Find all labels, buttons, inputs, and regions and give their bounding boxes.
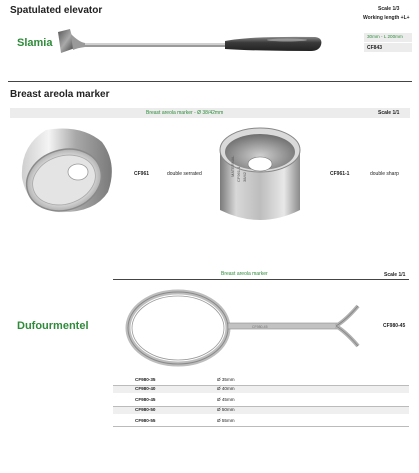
- section3-scale: Scale 1/1: [384, 272, 406, 278]
- section3-brand: Dufourmentel: [17, 320, 89, 332]
- row-code: CF980-35: [135, 377, 156, 382]
- table-rule: [113, 406, 409, 407]
- section1-code: CF843: [367, 44, 383, 51]
- item2-desc: double sharp: [370, 171, 399, 177]
- svg-text:CF980-45: CF980-45: [252, 325, 268, 329]
- row-dimension: Ø 55mm: [217, 418, 235, 423]
- table-row: [113, 396, 409, 404]
- row-code: CF980-55: [135, 418, 156, 423]
- areola-marker-sharp-image: [214, 122, 306, 230]
- section1-working-length: Working length +L+: [363, 15, 410, 21]
- row-code: CF980-50: [135, 407, 156, 412]
- section2-scale: Scale 1/1: [378, 110, 400, 116]
- svg-text:CF961-1: CF961-1: [236, 166, 241, 182]
- row-code: CF980-45: [135, 397, 156, 402]
- item1-code: CF961: [134, 171, 150, 177]
- section1-brand: Slamia: [17, 37, 53, 49]
- section1-size: 30mm - L 200mm: [367, 34, 403, 39]
- spatulated-elevator-image: [55, 26, 325, 62]
- section2-title: Breast areola marker: [10, 89, 110, 100]
- section3-callout-code: CF980-45: [383, 323, 406, 329]
- row-dimension: Ø 45mm: [217, 397, 235, 402]
- dufourmentel-marker-image: [124, 286, 364, 370]
- section1-scale: Scale 1/3: [378, 6, 400, 12]
- section2-header-bar: [10, 108, 410, 118]
- row-dimension: Ø 35mm: [217, 377, 235, 382]
- svg-text:MATERNAL: MATERNAL: [230, 155, 235, 177]
- table-rule: [113, 385, 409, 386]
- table-row: [113, 406, 409, 414]
- item1-desc: double serrated: [167, 171, 202, 177]
- svg-text:38/42: 38/42: [242, 171, 247, 182]
- item2-code: CF961-1: [330, 171, 350, 177]
- areola-marker-serrated-image: [16, 122, 120, 222]
- section3-header-label: Breast areola marker: [221, 271, 268, 277]
- table-row: [113, 385, 409, 393]
- table-row: [113, 376, 409, 384]
- table-row: [113, 417, 409, 425]
- row-dimension: Ø 40mm: [217, 386, 235, 391]
- row-code: CF980-40: [135, 386, 156, 391]
- section-divider: [8, 81, 412, 82]
- table-rule: [113, 426, 409, 427]
- section1-size-box: [364, 33, 412, 42]
- section1-title: Spatulated elevator: [10, 5, 103, 16]
- section1-code-box: [364, 43, 412, 52]
- row-dimension: Ø 50mm: [217, 407, 235, 412]
- section3-header-rule: [113, 279, 409, 280]
- section2-bar-label: Breast areola marker - Ø 38/42mm: [146, 110, 224, 116]
